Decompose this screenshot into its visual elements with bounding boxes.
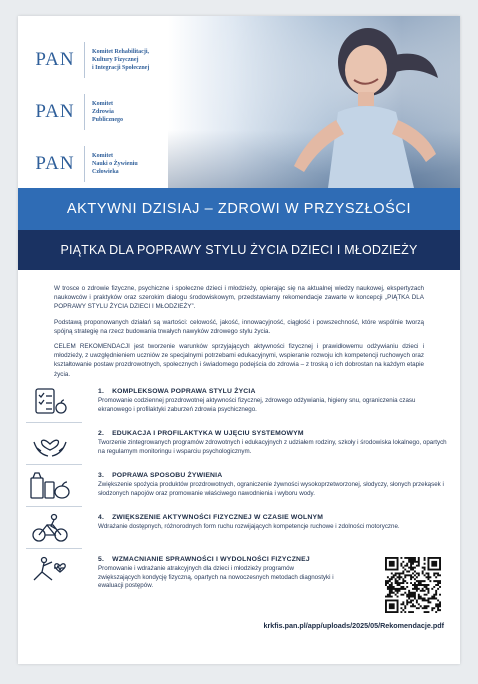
item-description: Tworzenie zintegrowanych programów zdrowotnych i edukacyjnych z udziałem rodziny, szkoły i środowiska lokalnego, opartych na regularnym monitoringu i wsparciu psychologicznym. [98,439,447,455]
item-description: Wdrażanie dostępnych, różnorodnych form ruchu rozwijających kompetencje ruchowe i zdolności motoryczne. [98,523,400,530]
logo-committee-nutrition [32,138,182,188]
recommendation-item: 5. WZMACNIANIE SPRAWNOŚCI I WYDOLNOŚCI FIZYCZNEJ Promowanie i wdrażanie atrakcyjnych dla dzieci i młodzieży programów zwiększających kondycję fizyczną, opartych na nowoczesnych metodach diagnostyki i ewaluacji postępów. [26,552,452,594]
document-url[interactable]: krkfis.pan.pl/app/uploads/2025/05/Rekomendacje.pdf [263,621,444,630]
banner-subtitle: PIĄTKA DLA POPRAWY STYLU ŻYCIA DZIECI I MŁODZIEŻY [18,230,460,270]
item-divider [26,464,82,465]
pan-logo-icon: PAN [35,153,75,174]
recommendation-item: 4. ZWIĘKSZENIE AKTYWNOŚCI FIZYCZNEJ W CZASIE WOLNYM Wdrażanie dostępnych, różnorodnych form ruchu rozwijających kompetencje ruchowe i zdolności motoryczne. [26,510,452,552]
item-divider [26,506,82,507]
item-title: WZMACNIANIE SPRAWNOŚCI I WYDOLNOŚCI FIZYCZNEJ [112,556,310,563]
runner-photo [168,16,460,188]
item-title: EDUKACJA I PROFILAKTYKA W UJĘCIU SYSTEMOWYM [112,430,304,437]
recommendation-item: 1. KOMPLEKSOWA POPRAWA STYLU ŻYCIA Promowanie codziennej prozdrowotnej aktywności fizycznej, zdrowego odżywiania, higieny snu, ograniczenia czasu ekranowego i profilaktyki zaburzeń zdrowia psychicznego. [26,384,452,426]
item-title: POPRAWA SPOSOBU ŻYWIENIA [112,472,223,479]
logo-divider [84,42,85,78]
item-description: Zwiększenie spożycia produktów prozdrowotnych, ograniczenie żywności wysokoprzetworzonej, słodyczy, słonych przekąsek i słodzonych napojów oraz promowanie właściwego nawodnienia i wyboru wody. [98,481,444,497]
committee-name: Komitet Zdrowia Publicznego [92,101,123,123]
recommendation-item: 3. POPRAWA SPOSOBU ŻYWIENIA Zwiększenie spożycia produktów prozdrowotnych, ograniczenie żywności wysokoprzetworzonej, słodyczy, słonych przekąsek i słodzonych napojów oraz promowanie właściwego nawodnienia i wyboru wody. [26,468,452,510]
hands-heart-icon [26,426,74,462]
runner-illustration [168,16,460,188]
pan-logo-icon: PAN [35,101,75,122]
cyclist-icon [26,510,74,546]
item-title: KOMPLEKSOWA POPRAWA STYLU ŻYCIA [112,388,256,395]
intro-paragraph: CELEM REKOMENDACJI jest tworzenie warunków sprzyjających aktywności fizycznej i prawidłowemu odżywianiu dzieci i młodzieży, z uwzględnieniem uczniów ze specjalnymi potrzebami edukacyjnymi, wspieranie rozwoju ich kompetencji ruchowych oraz kształtowanie postaw prozdrowotnych, społecznych i świadomego podejścia do zdrowia – z troską o ich dobrostan na każdym etapie życia. [54,343,424,378]
logo-divider [84,146,85,182]
checklist-apple-icon [26,384,74,420]
item-description: Promowanie i wdrażanie atrakcyjnych dla dzieci i młodzieży programów zwiększających kondycję fizyczną, opartych na nowoczesnych metodach diagnostyki i ewaluacji postępów. [98,565,334,590]
pan-logo-icon: PAN [35,49,75,70]
banner-slogan: AKTYWNI DZISIAJ – ZDROWI W PRZYSZŁOŚCI [18,188,460,230]
fitness-heart-icon [26,552,74,588]
intro-paragraph: W trosce o zdrowie fizyczne, psychiczne i społeczne dzieci i młodzieży, opierając się na aktualnej wiedzy naukowej, ekspertyzach naukowców i praktyków oraz szerokim dialogu środowiskowym, przedstawiamy rekomendacje zawarte w koncepcji „PIĄTKA DLA POPRAWY STYLU ŻYCIA DZIECI I MŁODZIEŻY”. [54,285,424,311]
item-divider [26,422,82,423]
header [18,16,460,188]
food-products-icon [26,468,74,504]
committee-logos [32,34,182,188]
qr-code-icon [385,557,441,613]
logo-divider [84,94,85,130]
committee-name: Komitet Nauki o Żywieniu Człowieka [92,153,138,175]
item-description: Promowanie codziennej prozdrowotnej aktywności fizycznej, zdrowego odżywiania, higieny snu, ograniczenia czasu ekranowego i profilaktyki zaburzeń zdrowia psychicznego. [98,397,416,413]
logo-committee-public-health [32,86,182,138]
logo-committee-rehabilitation [32,34,182,86]
item-title: ZWIĘKSZENIE AKTYWNOŚCI FIZYCZNEJ W CZASIE WOLNYM [112,514,324,521]
poster-page [18,16,460,664]
qr-code[interactable] [385,557,441,613]
item-divider [26,548,82,549]
intro-text [54,284,424,385]
intro-paragraph: Podstawą proponowanych działań są wartości: celowość, jakość, innowacyjność, ciągłość i powszechność, które wspólnie tworzą spójną strategię na rzecz budowania trwałych nawyków zdrowego stylu życia. [54,318,424,335]
committee-name: Komitet Rehabilitacji, Kultury Fizycznej i Integracji Społecznej [92,49,150,71]
recommendation-item: 2. EDUKACJA I PROFILAKTYKA W UJĘCIU SYSTEMOWYM Tworzenie zintegrowanych programów zdrowotnych i edukacyjnych z udziałem rodziny, szkoły i środowiska lokalnego, opartych na regularnym monitoringu i wsparciu psychologicznym. [26,426,452,468]
